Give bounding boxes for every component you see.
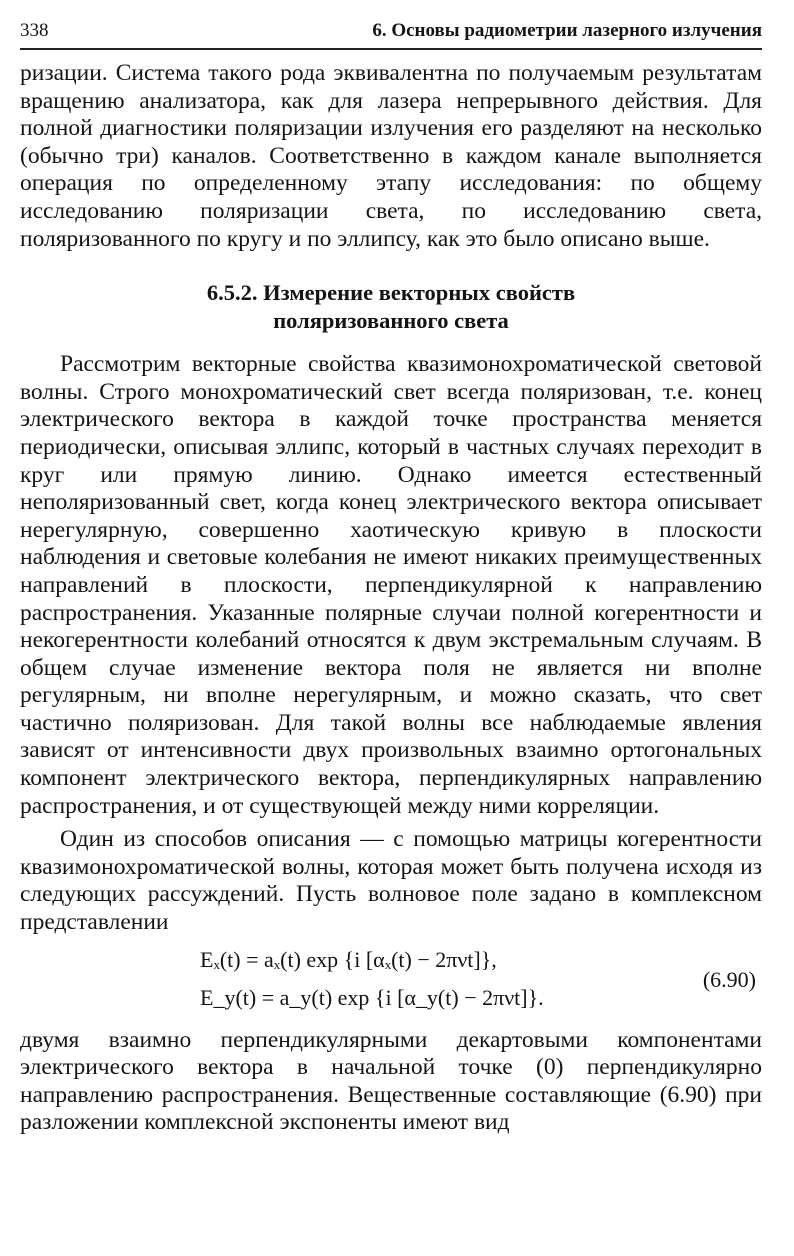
paragraph-coherence-matrix: Один из способов описания — с помощью матрицы когерентности квазимонохроматической волны, которая может быть получена исходя из следующих рассуждений. Пусть волновое поле задано в комплексном представлении [20, 826, 762, 936]
paragraph-cartesian-components: двумя взаимно перпендикулярными декартовыми компонентами электрического вектора в начальной точке (0) перпендикулярно направлению распространения. Вещественные составляющие (6.90) при разложении комплексной экспоненты имеют вид [20, 1026, 762, 1136]
section-heading-line-1: 6.5.2. Измерение векторных свойств [206, 280, 576, 306]
equation-line-ey: E_y(t) = a_y(t) exp {i [α_y(t) − 2πνt]}. [200, 984, 544, 1010]
page-number: 338 [20, 20, 49, 41]
book-page [20, 20, 762, 1137]
section-heading [20, 279, 762, 335]
paragraph-continuation: ризации. Система такого рода эквивалентна по получаемым результатам вращению анализатора, как для лазера непрерывного действия. Для полной диагностики поляризации излучения его разделяют на несколько (обычно три) каналов. Соответственно в каждом канале выполняется операция по определенному этапу исследования: по общему исследованию поляризации света, по исследованию света, поляризованного по кругу и по эллипсу, как это было описано выше. [20, 60, 762, 252]
chapter-title: 6. Основы радиометрии лазерного излучения [372, 20, 762, 41]
running-head [20, 20, 762, 50]
equation-number: (6.90) [702, 966, 756, 992]
equation-6-90 [20, 941, 762, 1017]
section-heading-line-2: поляризованного света [273, 308, 509, 334]
equation-line-ex: Eₓ(t) = aₓ(t) exp {i [αₓ(t) − 2πνt]}, [200, 946, 497, 972]
paragraph-vector-properties: Рассмотрим векторные свойства квазимонохроматической световой волны. Строго монохроматический свет всегда поляризован, т.е. конец электрического вектора в каждой точке пространства меняется периодически, описывая эллипс, который в частных случаях переходит в круг или прямую линию. Однако имеется естественный неполяризованный свет, когда конец электрического вектора описывает нерегулярную, совершенно хаотическую кривую в плоскости наблюдения и световые колебания не имеют никаких преимущественных направлений в плоскости, перпендикулярной к направлению распространения. Указанные полярные случаи полной когерентности и некогерентности колебаний относятся к двум экстремальным случаям. В общем случае изменение вектора поля не является ни вполне регулярным, ни вполне нерегулярным, и можно сказать, что свет частично поляризован. Для такой волны все наблюдаемые явления зависят от интенсивности двух произвольных взаимно ортогональных компонент электрического вектора, перпендикулярных направлению распространения, и от существующей между ними корреляции. [20, 351, 762, 819]
